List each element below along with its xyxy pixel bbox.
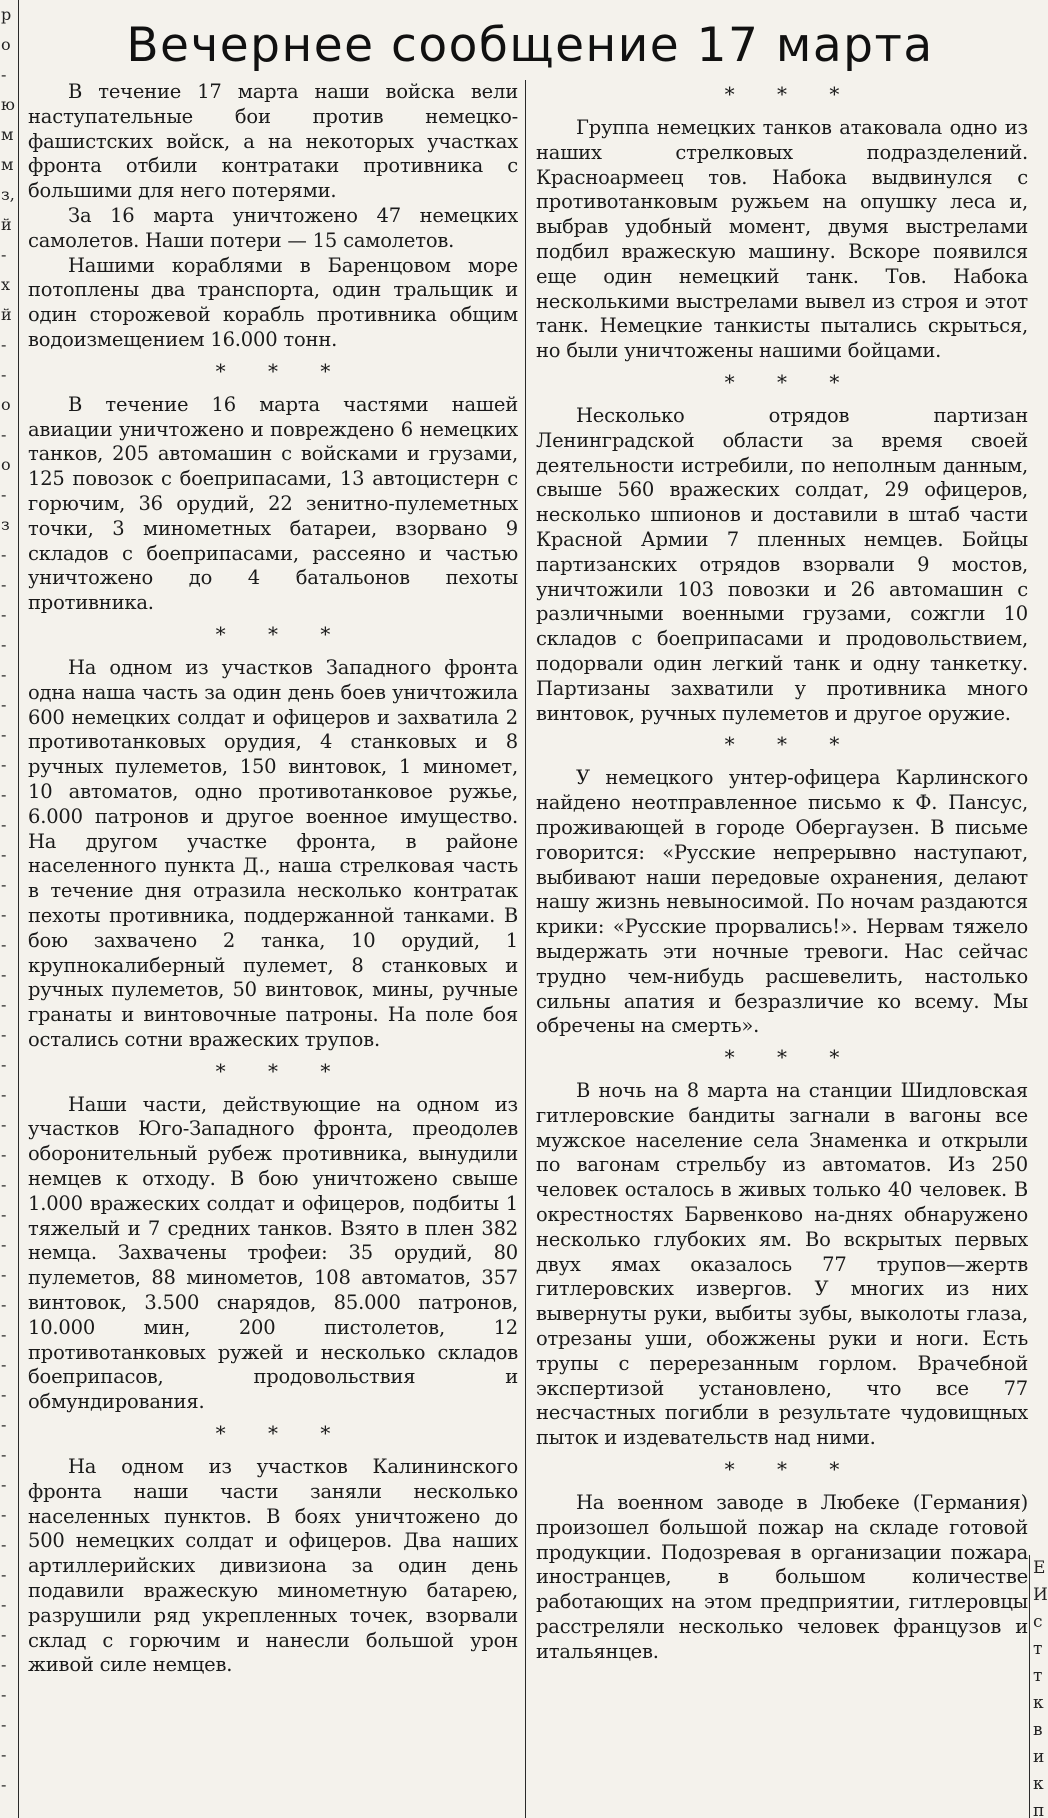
edge-text-fragment: - <box>1 1055 7 1074</box>
left-neighbour-column-fragment <box>0 0 19 1818</box>
edge-text-fragment: - <box>1 1775 7 1794</box>
edge-text-fragment: - <box>1 1625 7 1644</box>
edge-text-fragment: о <box>1 395 11 414</box>
edge-text-fragment: в <box>1033 1720 1043 1740</box>
paragraph: У немецкого унтер-офицера Карлинского найдено неотправленное письмо к Ф. Пансус, проживающей в городе Обергаузен. В письме говорится: «Русские непрерывно наступают, выбивают наши передовые охранения, делают нашу жизнь невыносимой. По ночам раздаются крики: «Русские прорвались!». Нервам тяжело выдержать эти ночные тревоги. Нас сейчас трудно чем-нибудь расшевелить, настолько сильны апатия и безразличие ко всему. Мы обречены на смерть». <box>536 766 1028 1038</box>
edge-text-fragment: - <box>1 1115 7 1134</box>
edge-text-fragment: - <box>1 1445 7 1464</box>
paragraph: В ночь на 8 марта на станции Шидловская гитлеровские бандиты загнали в вагоны все мужское население села Знаменка и открыли по вагонам стрельбу из автоматов. Из 250 человек осталось в живых только 40 человек. В окрестностях Барвенково на-днях обнаружено несколько глубоких ям. Во вскрытых первых двух ямах оказалось 77 трупов—жертв гитлеровских извергов. У многих из них вывернуты руки, выбиты зубы, выколоты глаза, отрезаны уши, обожжены руки и ноги. Есть трупы с перерезанным горлом. Врачебной экспертизой установлено, что все 77 несчастных погибли в результате чудовищных пыток и издевательств над ними. <box>536 1079 1028 1450</box>
edge-text-fragment: - <box>1 905 7 924</box>
edge-text-fragment: - <box>1 845 7 864</box>
edge-text-fragment: р <box>1 5 12 24</box>
edge-text-fragment: - <box>1 545 7 564</box>
section-separator: * * * <box>724 82 858 106</box>
edge-text-fragment: з <box>1 515 10 534</box>
paragraph: На одном из участков Калининского фронта наши части заняли несколько населенных пунктов. В боях уничтожено до 500 немецких солдат и офицеров. Два наших артиллерийских дивизиона за один день подавили вражескую минометную батарею, разрушили ряд укрепленных точек, взорвали склад с горючим и нанесли большой урон живой силе немцев. <box>28 1455 518 1677</box>
edge-text-fragment: Е <box>1033 1558 1046 1578</box>
edge-text-fragment: м <box>1 155 14 174</box>
edge-text-fragment: - <box>1 425 7 444</box>
edge-text-fragment: х <box>1 275 11 294</box>
edge-text-fragment: - <box>1 1685 7 1704</box>
edge-text-fragment: к <box>1033 1693 1044 1713</box>
section-separator: * * * <box>724 1457 858 1482</box>
paragraph: Несколько отрядов партизан Ленинградской области за время своей деятельности истребили, по неполным данным, свыше 560 вражеских солдат, 29 офицеров, несколько шпионов и доставили в штаб части Красной Армии 7 пленных немцев. Бойцы партизанских отрядов взорвали 9 мостов, уничтожили 103 повозки и 26 автомашин с различными военными грузами, сожгли 10 складов с боеприпасами и продовольствием, подорвали один легкий танк и одну танкетку. Партизаны захватили у противника много винтовок, ручных пулеметов и другое оружие. <box>536 403 1028 725</box>
edge-text-fragment: й <box>1 305 12 324</box>
edge-text-fragment: м <box>1 125 14 144</box>
edge-text-fragment: - <box>1 245 7 264</box>
edge-text-fragment: - <box>1 605 7 624</box>
edge-text-fragment: - <box>1 1235 7 1254</box>
edge-text-fragment: - <box>1 965 7 984</box>
edge-text-fragment: - <box>1 1295 7 1314</box>
paragraph: В течение 17 марта наши войска вели наступательные бои против немецко-фашистских войск, а на некоторых участках фронта отбили контратаки противника с большими для него потерями. <box>28 80 518 203</box>
article-column-left <box>28 80 518 1678</box>
paragraph: За 16 марта уничтожено 47 немецких самолетов. Наши потери — 15 самолетов. <box>28 203 518 252</box>
edge-text-fragment: - <box>1 1265 7 1284</box>
section-separator: * * * <box>215 1058 349 1083</box>
edge-text-fragment: - <box>1 815 7 834</box>
right-neighbour-column-fragment <box>1029 1555 1048 1818</box>
edge-text-fragment: т <box>1033 1639 1043 1659</box>
edge-text-fragment: - <box>1 485 7 504</box>
paragraph: На военном заводе в Любеке (Германия) произошел большой пожар на складе готовой продукции. Подозревая в организации пожара иностранцев, в большом количестве работающих на этом предприятии, гитлеровцы расстреляли несколько человек французов и итальянцев. <box>536 1491 1028 1663</box>
edge-text-fragment: - <box>1 1205 7 1224</box>
section-separator: * * * <box>724 1045 858 1070</box>
edge-text-fragment: - <box>1 725 7 744</box>
paragraph: В течение 16 марта частями нашей авиации уничтожено и повреждено 6 немецких танков, 205 автомашин с войсками и грузами, 125 повозок с боеприпасами, 13 автоцистерн с горючим, 36 орудий, 22 зенитно-пулеметных точки, 3 минометных батареи, взорвано 9 складов с боеприпасами, рассеяно и частью уничтожено до 4 батальонов пехоты противника. <box>28 392 518 615</box>
section-separator: * * * <box>215 358 349 383</box>
edge-text-fragment: - <box>1 785 7 804</box>
edge-text-fragment: о <box>1 35 11 54</box>
edge-text-fragment: - <box>1 1385 7 1404</box>
section-separator: * * * <box>215 1421 349 1446</box>
edge-text-fragment: - <box>1 1085 7 1104</box>
paragraph: Нашими кораблями в Баренцовом море потоплены два транспорта, один тральщик и один сторожевой корабль противника общим водоизмещением 16.000 тонн. <box>28 253 518 351</box>
edge-text-fragment: - <box>1 1475 7 1494</box>
edge-text-fragment: - <box>1 935 7 954</box>
edge-text-fragment: т <box>1033 1666 1043 1686</box>
edge-text-fragment: - <box>1 365 7 384</box>
edge-text-fragment: - <box>1 65 7 84</box>
edge-text-fragment: к <box>1033 1774 1044 1794</box>
edge-text-fragment: п <box>1033 1801 1045 1818</box>
edge-text-fragment: й <box>1 215 12 234</box>
edge-text-fragment: - <box>1 1535 7 1554</box>
edge-text-fragment: - <box>1 875 7 894</box>
edge-text-fragment: - <box>1 1595 7 1614</box>
edge-text-fragment: И <box>1033 1585 1048 1605</box>
paragraph: На одном из участков Западного фронта одна наша часть за один день боев уничтожила 600 немецких солдат и офицеров и захватила 2 противотанковых орудия, 4 станковых и 8 ручных пулеметов, 150 винтовок, 1 миномет, 10 автоматов, одно противотанковое ружье, 6.000 патронов и другое военное имущество. На другом участке фронта, в районе населенного пункта Д., наша стрелковая часть в течение дня отразила несколько контратак пехоты противника, поддержанной танками. В бою захвачено 2 танка, 10 орудий, 1 крупнокалиберный пулемет, 8 станковых и ручных пулеметов, 50 винтовок, мины, ручные гранаты и винтовочные патроны. На поле боя остались сотни вражеских трупов. <box>28 655 518 1051</box>
edge-text-fragment: - <box>1 1145 7 1164</box>
edge-text-fragment: - <box>1 1175 7 1194</box>
edge-text-fragment: - <box>1 1325 7 1344</box>
paragraph: Наши части, действующие на одном из участков Юго-Западного фронта, преодолев оборонительный рубеж противника, вынудили немцев к отходу. В бою уничтожено свыше 1.000 вражеских солдат и офицеров, подбиты 1 тяжелый и 7 средних танков. Взято в плен 382 немца. Захвачены трофеи: 35 орудий, 80 пулеметов, 88 минометов, 108 автоматов, 357 винтовок, 3.500 снарядов, 85.000 патронов, 10.000 мин, 200 пистолетов, 12 противотанковых ружей и несколько складов боеприпасов, продовольствия и обмундирования. <box>28 1092 518 1414</box>
edge-text-fragment: - <box>1 755 7 774</box>
edge-text-fragment: о <box>1 455 11 474</box>
headline: Вечернее сообщение 17 марта <box>126 18 934 73</box>
section-separator: * * * <box>724 369 858 394</box>
edge-text-fragment: - <box>1 1025 7 1044</box>
edge-text-fragment: - <box>1 335 7 354</box>
paragraph: Группа немецких танков атаковала одно из наших стрелковых подразделений. Красноармеец тов. Набока выдвинулся с противотанковым ружьем на опушку леса и, выбрав удобный момент, двумя выстрелами подбил вражескую машину. Вскоре появился еще один немецкий танк. Тов. Набока несколькими выстрелами вывел из строя и этот танк. Немецкие танкисты пытались скрыться, но были уничтожены нашими бойцами. <box>536 116 1028 363</box>
edge-text-fragment: и <box>1033 1747 1045 1767</box>
edge-text-fragment: - <box>1 1505 7 1524</box>
edge-text-fragment: ю <box>1 95 15 114</box>
edge-text-fragment: - <box>1 1565 7 1584</box>
edge-text-fragment: - <box>1 1655 7 1674</box>
column-divider <box>525 80 526 1818</box>
section-separator: * * * <box>724 732 858 757</box>
edge-text-fragment: - <box>1 1745 7 1764</box>
edge-text-fragment: - <box>1 695 7 714</box>
edge-text-fragment: - <box>1 665 7 684</box>
edge-text-fragment: з, <box>1 185 15 204</box>
edge-text-fragment: - <box>1 1355 7 1374</box>
section-separator: * * * <box>215 621 349 646</box>
edge-text-fragment: с <box>1033 1612 1043 1632</box>
edge-text-fragment: - <box>1 1415 7 1434</box>
edge-text-fragment: - <box>1 1715 7 1734</box>
edge-text-fragment: - <box>1 575 7 594</box>
edge-text-fragment: - <box>1 995 7 1014</box>
article-column-right <box>536 76 1028 1665</box>
edge-text-fragment: - <box>1 635 7 654</box>
